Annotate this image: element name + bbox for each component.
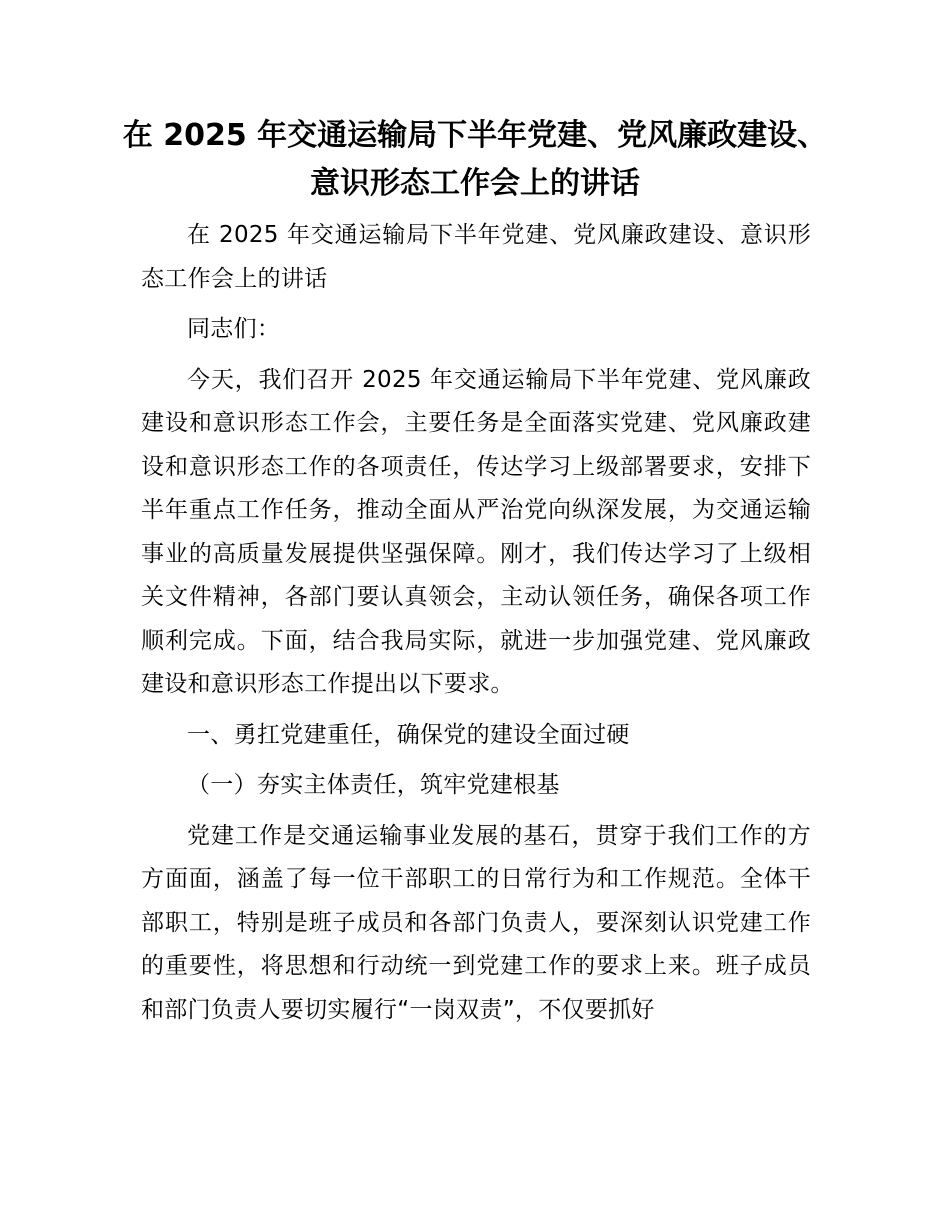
document-body — [141, 214, 811, 1039]
paragraph-salutation: 同志们： — [187, 316, 281, 342]
document-title: 在 2025 年交通运输局下半年党建、党风廉政建设、意识形态工作会上的讲话 — [122, 118, 828, 201]
paragraph-body: 党建工作是交通运输事业发展的基石，贯穿于我们工作的方方面面，涵盖了每一位干部职工的日常行为和工作规范。全体干部职工，特别是班子成员和各部门负责人，要深刻认识党建工作的重要性，将思想和行动统一到党建工作的要求上来。班子成员和部门负责人要切实履行“一岗双责”，不仅要抓好 — [141, 822, 811, 1023]
subsection-heading: （一）夯实主体责任，筑牢党建根基 — [187, 772, 560, 798]
section-heading: 一、勇扛党建重任，确保党的建设全面过硬 — [187, 721, 630, 748]
paragraph-subtitle: 在 2025 年交通运输局下半年党建、党风廉政建设、意识形态工作会上的讲话 — [141, 222, 811, 292]
paragraph-intro: 今天，我们召开 2025 年交通运输局下半年党建、党风廉政建设和意识形态工作会，主要任务是全面落实党建、党风廉政建设和意识形态工作的各项责任，传达学习上级部署要求，安排下半年重点工作任务，推动全面从严治党向纵深发展，为交通运输事业的高质量发展提供坚强保障。刚才，我们传达学习了上级相关文件精神，各部门要认真领会，主动认领任务，确保各项工作顺利完成。下面，结合我局实际，就进一步加强党建、党风廉政建设和意识形态工作提出以下要求。 — [141, 366, 811, 697]
